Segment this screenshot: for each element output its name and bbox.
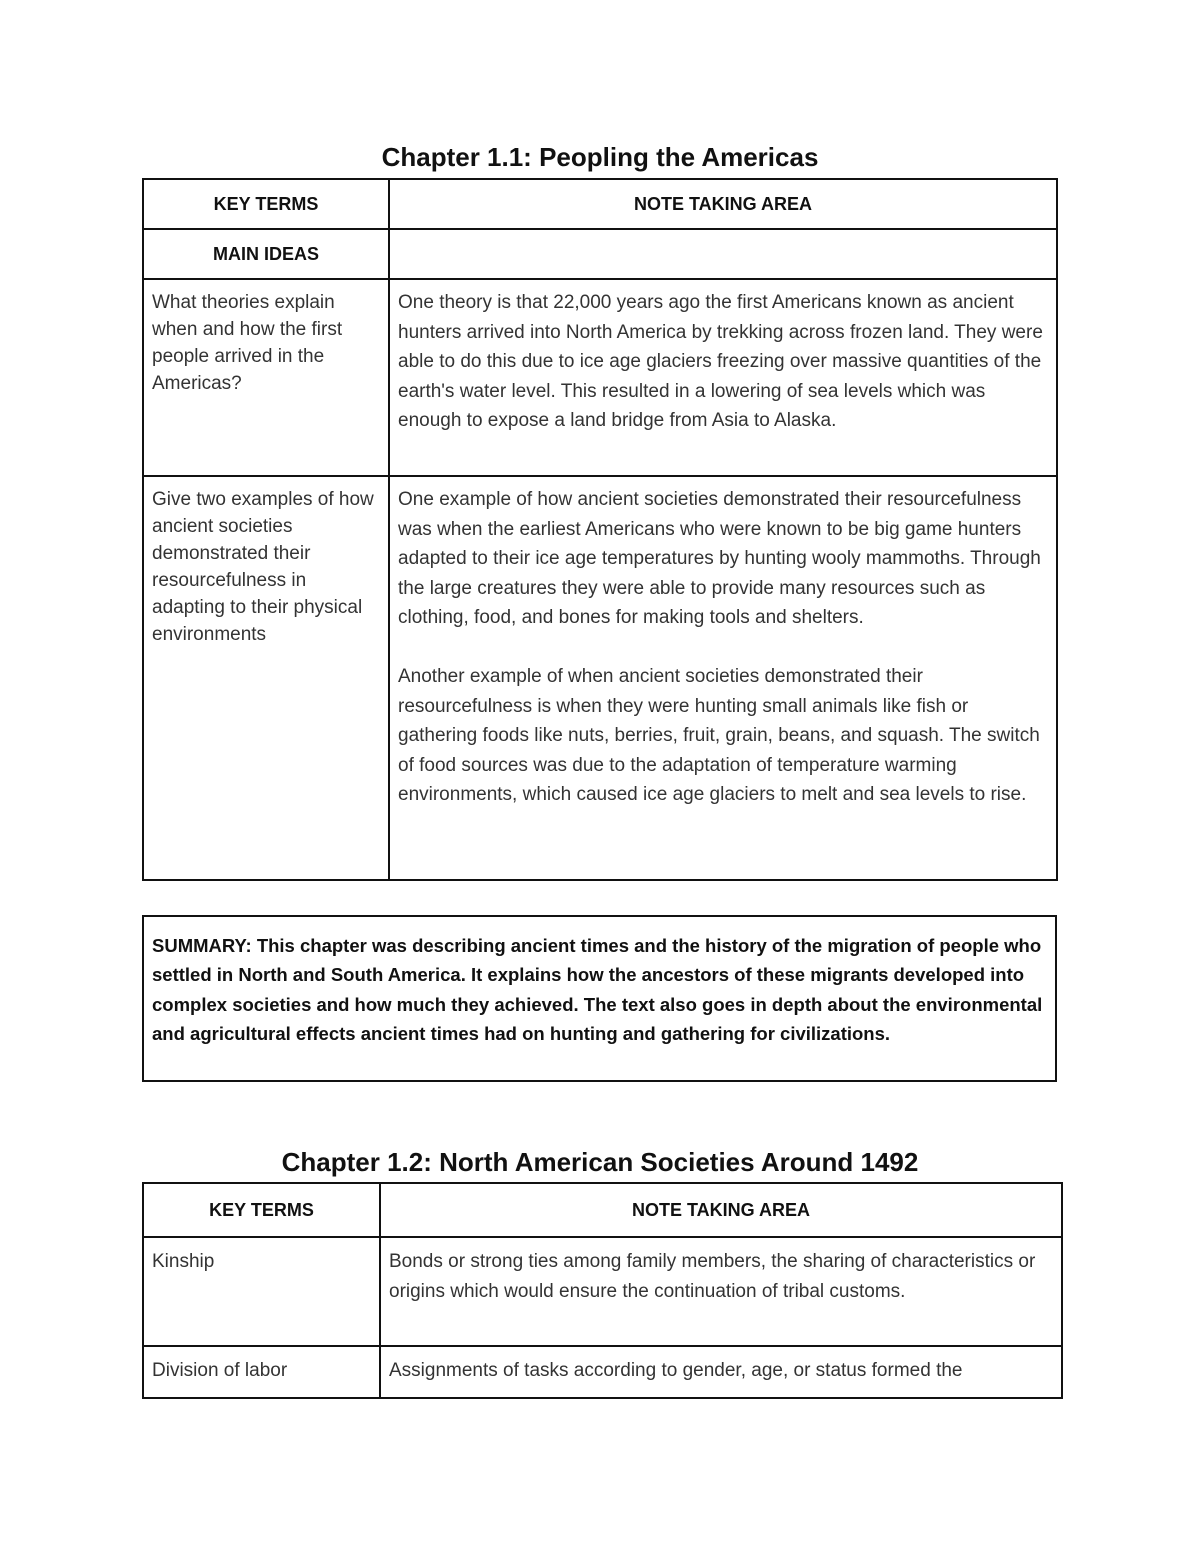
chapter-2-title: Chapter 1.2: North American Societies Around 1492 [281,1147,919,1177]
term-cell [143,1346,380,1398]
main-ideas-row [143,229,1057,279]
main-ideas-header: MAIN IDEAS [143,229,389,279]
table-row [143,1237,1062,1346]
definition-cell [380,1237,1062,1346]
term-text: Division of labor [152,1360,288,1381]
chapter-1-title: Chapter 1.1: Peopling the Americas [381,142,819,172]
chapter-2-notes-table [142,1182,1063,1399]
definition-text: Assignments of tasks according to gender, age, or status formed the [389,1360,963,1381]
summary-box: SUMMARY: This chapter was describing ancient times and the history of the migration of people who settled in North and South America. It explains how the ancestors of these migrants developed into complex societies and how much they achieved. The text also goes in depth about the environmental and agricultural effects ancient times had on hunting and gathering for civilizations. [142,915,1057,1082]
question-text: What theories explain when and how the first people arrived in the Americas? [152,292,343,394]
main-ideas-empty-cell [389,229,1057,279]
answer-paragraph-1: One example of how ancient societies demonstrated their resourcefulness was when the earliest Americans who were known to be big game hunters adapted to their ice age temperatures by hunting wooly mammoths. Through the large creatures they were able to provide many resources such as clothing, food, and bones for making tools and shelters. [398,489,1041,629]
table-header-row [143,179,1057,229]
answer-text [390,477,1056,818]
definition-cell [380,1346,1062,1398]
chapter-1-notes-table [142,178,1058,881]
note-taking-header: NOTE TAKING AREA [389,179,1057,229]
definition-text: Bonds or strong ties among family members, the sharing of characteristics or origins which would ensure the continuation of tribal customs. [389,1251,1036,1302]
key-terms-header: KEY TERMS [143,179,389,229]
key-terms-header: KEY TERMS [143,1183,380,1237]
question-text: Give two examples of how ancient societies demonstrated their resourcefulness in adapting to their physical environments [152,489,374,645]
table-row [143,476,1057,880]
question-cell [143,476,389,880]
question-cell [143,279,389,476]
table-row [143,279,1057,476]
term-cell [143,1237,380,1346]
table-header-row [143,1183,1062,1237]
table-row [143,1346,1062,1398]
answer-cell [389,476,1057,880]
answer-paragraph-2: Another example of when ancient societies demonstrated their resourcefulness is when they were hunting small animals like fish or gathering foods like nuts, berries, fruit, grain, beans, and squash. The switch of food sources was due to the adaptation of temperature warming environments, which caused ice age glaciers to melt and sea levels to rise. [398,665,1040,806]
term-text: Kinship [152,1251,215,1272]
answer-text: One theory is that 22,000 years ago the first Americans known as ancient hunters arrived into North America by trekking across frozen land. They were able to do this due to ice age glaciers freezing over massive quantities of the earth's water level. This resulted in a lowering of sea levels which was enough to expose a land bridge from Asia to Alaska. [398,292,1043,432]
note-taking-header: NOTE TAKING AREA [380,1183,1062,1237]
answer-cell [389,279,1057,476]
